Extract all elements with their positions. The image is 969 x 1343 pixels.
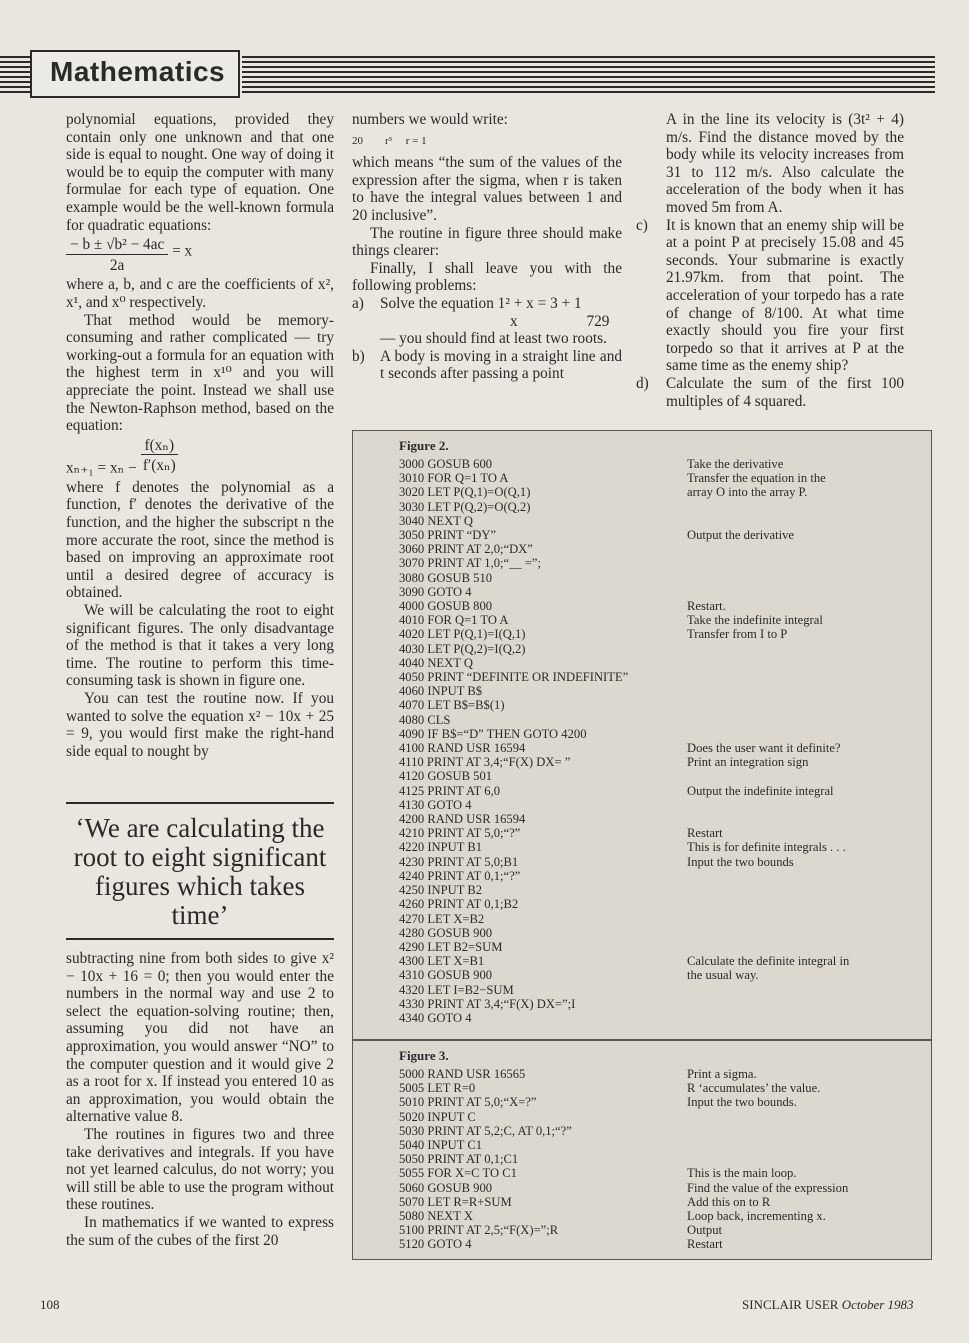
column-3 — [636, 111, 904, 410]
paragraph: numbers we would write: — [352, 111, 508, 128]
section-header — [30, 50, 240, 98]
problem-text: — you should find at least two roots. — [380, 330, 607, 348]
problem-label: c) — [636, 216, 648, 234]
paragraph: You can test the routine now. If you wanted to solve the equation x² − 10x + 25 = 9, you would first make the right-hand side equal to nought by — [66, 690, 334, 760]
quadratic-rhs: = x — [172, 242, 193, 260]
column-1-continued — [66, 950, 334, 1249]
problem-text: Calculate the sum of the first 100 multiples of 4 squared. — [666, 374, 904, 410]
column-1 — [66, 111, 334, 760]
quadratic-denominator: 2a — [109, 256, 125, 274]
code-listing: 5000 RAND USR 16565 5005 LET R=0 5010 PRINT AT 5,0;“X=?” 5020 INPUT C 5030 PRINT AT 5,2;C, AT 0,1;“?” 5040 INPUT C1 5050 PRINT AT 0,1;C1 5055 FOR X=C TO C1 5060 GOSUB 900 5070 LET R=R+SUM 5080 NEXT X 5100 PRINT AT 2,5;“F(X)=”;R 5120 GOTO 4 — [399, 1067, 572, 1252]
code-annotations: Take the derivative Transfer the equation in the array O into the array P. Output the derivative Restart. Take the indefinite integral Transfer from I to P Does the user want it definite? Print an integration sign Output the indefinite integral Restart This is for definite integrals . . . Input the two bounds Calculate the definite integral in the usual way. — [687, 457, 850, 983]
nr-denominator: f′(xₙ) — [142, 457, 176, 475]
nr-lhs: xₙ₊₁ = xₙ − — [66, 459, 137, 477]
code-listing: 3000 GOSUB 600 3010 FOR Q=1 TO A 3020 LET P(Q,1)=O(Q,1) 3030 LET P(Q,2)=O(Q,2) 3040 NEXT Q 3050 PRINT “DY” 3060 PRINT AT 2,0;“DX” 3070 PRINT AT 1,0;“__ =”; 3080 GOSUB 510 3090 GOTO 4 4000 GOSUB 800 4010 FOR Q=1 TO A 4020 LET P(Q,1)=I(Q,1) 4030 LET P(Q,2)=I(Q,2) 4040 NEXT Q 4050 PRINT “DEFINITE OR INDEFINITE” 4060 INPUT B$ 4070 LET B$=B$(1) 4080 CLS 4090 IF B$=“D” THEN GOTO 4200 4100 RAND USR 16594 4110 PRINT AT 3,4;“F(X) DX= ” 4120 GOSUB 501 4125 PRINT AT 6,0 4130 GOTO 4 4200 RAND USR 16594 4210 PRINT AT 5,0;“?” 4220 INPUT B1 4230 PRINT AT 5,0;B1 4240 PRINT AT 0,1;“?” 4250 INPUT B2 4260 PRINT AT 0,1;B2 4270 LET X=B2 4280 GOSUB 900 4290 LET B2=SUM 4300 LET X=B1 4310 GOSUB 900 4320 LET I=B2−SUM 4330 PRINT AT 3,4;“F(X) DX=”;I 4340 GOTO 4 — [399, 457, 629, 1025]
header-rule-right — [242, 56, 935, 94]
figure-title: Figure 3. — [399, 1048, 449, 1063]
paragraph: where f denotes the polynomial as a function, f′ denotes the derivative of the function, and the higher the subscript n the more accurate the root, since the method is based on improving an approximate root until a desired degree of accuracy is obtained. — [66, 478, 334, 602]
problem-c — [636, 216, 904, 375]
paragraph: which means “the sum of the values of the expression after the sigma, when r is taken to have the integral values between 1 and 20 inclusive”. — [352, 154, 622, 224]
paragraph: Finally, I shall leave you with the following problems: — [352, 259, 622, 295]
problem-text: It is known that an enemy ship will be at a point P at precisely 15.08 and 45 seconds. Your submarine is exactly 21.97km. from that point. The acceleration of your torpedo has a rate of change of 8/100. At what time exactly should you fire your first torpedo so that it arrives at P at the same time as the enemy ship? — [666, 216, 904, 375]
nr-numerator: f(xₙ) — [141, 437, 179, 456]
problem-b-continued: A in the line its velocity is (3t² + 4) m/s. Find the distance moved by the body while its velocity increases from 31 to 112 m/s. Also calculate the acceleration of the body when it has moved 5m from A. — [666, 111, 904, 216]
paragraph: where a, b, and c are the coefficients of x², x¹, and x⁰ respectively. — [66, 276, 334, 311]
problem-fraction: x 729 — [510, 312, 610, 330]
paragraph: subtracting nine from both sides to give x² − 10x + 16 = 0; then you would enter the numbers in the normal way and use 2 to select the equation-solving routine; then, assuming you did not have an approximation, you would answer “NO” to the computer question and it would give 2 as a root for x. If instead you entered 10 as an approximation, you would obtain the alternative value 8. — [66, 950, 334, 1126]
paragraph: polynomial equations, provided they contain only one unknown and that one side is equal to nought. One way of doing it would be to equip the computer with many formulae for each type of equation. One example would be the well-known formula for quadratic equations: — [66, 111, 334, 234]
column-2 — [352, 111, 622, 383]
problem-b — [352, 348, 622, 383]
paragraph: The routines in figures two and three take derivatives and integrals. If you have not yet learned calculus, do not worry; you will still be able to use the program without these routines. — [66, 1125, 334, 1214]
paragraph: That method would be memory-consuming and rather complicated — try working-out a formula for an equation with the highest term in x¹⁰ and you will appreciate the point. Instead we shall use the Newton-Raphson method, based on the equation: — [66, 311, 334, 435]
problem-d — [636, 374, 904, 410]
sigma-expression: 20 r³ r = 1 — [352, 134, 427, 147]
quadratic-numerator: − b ± √b² − 4ac — [66, 236, 168, 255]
code-annotations: Print a sigma. R ‘accumulates’ the value. Input the two bounds. This is the main loop. Find the value of the expression Add this on to R Loop back, incrementing x. Output Restart — [687, 1067, 849, 1252]
problem-text: A body is moving in a straight line and t seconds after passing a point — [380, 347, 622, 383]
newton-raphson-formula — [66, 437, 334, 477]
paragraph: The routine in figure three should make things clearer: — [352, 224, 622, 260]
paragraph: We will be calculating the root to eight significant figures. The only disadvantage of the method is that it takes a very long time. The routine to perform this time-consuming task is shown in figure one. — [66, 602, 334, 690]
problem-a — [352, 295, 622, 348]
problem-label: b) — [352, 347, 365, 365]
problem-label: d) — [636, 374, 649, 392]
problem-label: a) — [352, 294, 364, 312]
magazine-name: SINCLAIR USER — [742, 1297, 839, 1312]
figure-title: Figure 2. — [399, 438, 449, 453]
section-title: Mathematics — [50, 56, 226, 87]
problem-text: Solve the equation 1² + x = 3 + 1 — [380, 294, 582, 312]
issue-date: October 1983 — [841, 1297, 914, 1312]
pull-quote: ‘We are calculating the root to eight significant figures which takes time’ — [66, 802, 334, 940]
quadratic-formula — [66, 236, 334, 274]
header-rule-left — [0, 56, 30, 94]
paragraph: In mathematics if we wanted to express the sum of the cubes of the first 20 — [66, 1213, 334, 1249]
page-number: 108 — [40, 1297, 60, 1312]
page-footer — [742, 1297, 914, 1313]
figure-3-listing — [352, 1040, 932, 1260]
figure-2-listing — [352, 430, 932, 1040]
